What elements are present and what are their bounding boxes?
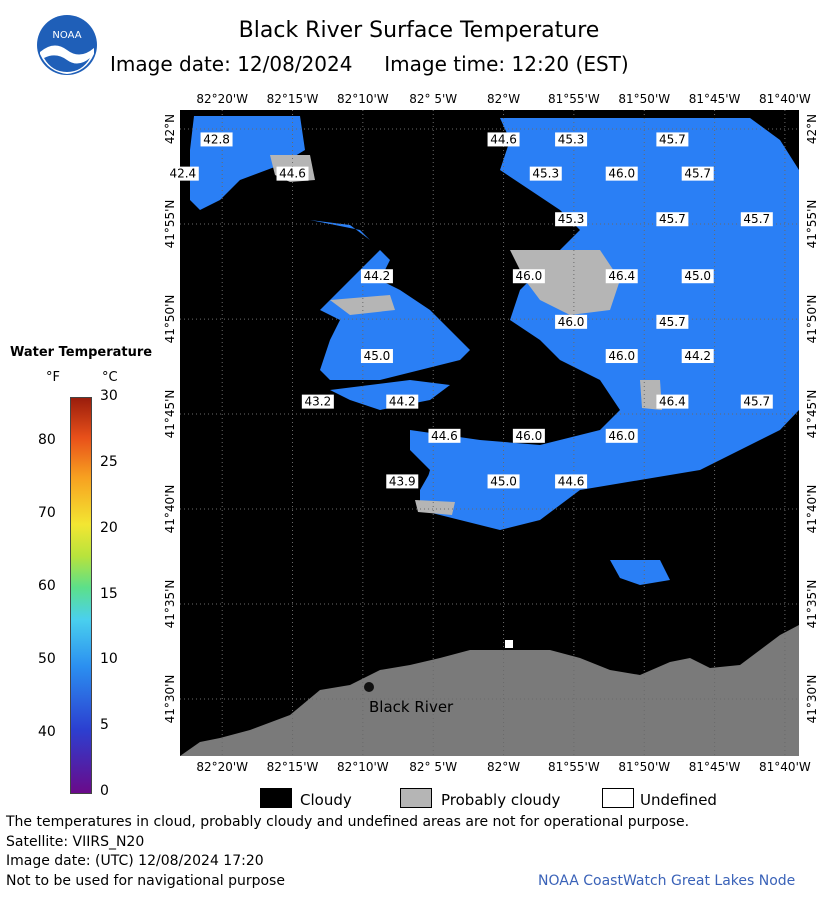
svg-text:45.3: 45.3 bbox=[557, 212, 585, 227]
temperature-label bbox=[428, 429, 460, 443]
svg-text:NOAA: NOAA bbox=[52, 30, 82, 41]
footer-note: The temperatures in cloud, probably cloudy and undefined areas are not for operational purpose. bbox=[6, 814, 690, 830]
temperature-label bbox=[656, 212, 688, 226]
svg-text:45.3: 45.3 bbox=[557, 132, 585, 147]
legend-unit-f: °F bbox=[46, 370, 60, 385]
temperature-label bbox=[386, 395, 418, 409]
svg-text:43.9: 43.9 bbox=[388, 474, 416, 489]
svg-text:46.0: 46.0 bbox=[557, 314, 585, 329]
lat-tick-label: 41°45'N bbox=[805, 389, 819, 439]
footer-disclaimer: Not to be used for navigational purpose bbox=[6, 873, 285, 889]
temperature-label bbox=[361, 269, 393, 283]
legend-f-tick: 60 bbox=[38, 578, 56, 595]
lon-tick-label: 81°45'W bbox=[688, 760, 741, 774]
temperature-label bbox=[656, 395, 688, 409]
footer-satellite: Satellite: VIIRS_N20 bbox=[6, 834, 145, 850]
lat-tick-label: 41°40'N bbox=[163, 484, 177, 534]
temperature-label bbox=[555, 132, 587, 146]
svg-text:45.7: 45.7 bbox=[743, 212, 771, 227]
lon-tick-label: 82°15'W bbox=[266, 760, 319, 774]
temperature-label bbox=[606, 167, 638, 181]
lat-tick-label: 42°N bbox=[805, 113, 819, 145]
color-scale-bar bbox=[70, 397, 92, 794]
svg-text:46.0: 46.0 bbox=[608, 428, 636, 443]
temperature-label bbox=[488, 474, 520, 488]
lon-tick-label: 82°10'W bbox=[336, 760, 389, 774]
svg-text:46.0: 46.0 bbox=[608, 166, 636, 181]
footer-credit: NOAA CoastWatch Great Lakes Node bbox=[538, 873, 796, 889]
lat-tick-label: 41°35'N bbox=[163, 579, 177, 629]
lat-tick-label: 42°N bbox=[163, 113, 177, 145]
temperature-label bbox=[361, 349, 393, 363]
svg-text:44.2: 44.2 bbox=[363, 269, 391, 284]
svg-text:45.7: 45.7 bbox=[659, 314, 686, 329]
key-swatch-undefined bbox=[602, 788, 634, 808]
temperature-label bbox=[513, 429, 545, 443]
temperature-label bbox=[741, 395, 773, 409]
lat-tick-label: 41°45'N bbox=[163, 389, 177, 439]
svg-text:45.7: 45.7 bbox=[743, 394, 771, 409]
svg-text:44.6: 44.6 bbox=[279, 166, 306, 181]
temperature-label bbox=[530, 167, 562, 181]
legend-c-tick: 25 bbox=[100, 453, 118, 470]
svg-text:42.4: 42.4 bbox=[169, 166, 197, 181]
temperature-label bbox=[741, 212, 773, 226]
legend-f-tick: 50 bbox=[38, 651, 56, 668]
temperature-label bbox=[606, 429, 638, 443]
svg-text:45.0: 45.0 bbox=[363, 349, 391, 364]
key-swatch-cloudy bbox=[260, 788, 292, 808]
svg-text:44.6: 44.6 bbox=[431, 428, 458, 443]
place-label-black-river: Black River bbox=[369, 698, 454, 716]
lon-tick-label: 82° 5'W bbox=[409, 760, 458, 774]
legend-c-tick: 0 bbox=[100, 783, 109, 799]
legend-f-tick: 40 bbox=[38, 724, 56, 741]
lon-tick-label: 81°40'W bbox=[759, 92, 811, 106]
svg-text:44.6: 44.6 bbox=[557, 474, 585, 489]
temperature-label bbox=[555, 315, 587, 329]
legend-c-tick: 15 bbox=[100, 585, 118, 602]
temperature-label bbox=[555, 212, 587, 226]
lat-tick-label: 41°55'N bbox=[163, 199, 177, 249]
svg-text:44.2: 44.2 bbox=[684, 349, 712, 364]
lon-tick-label: 82°10'W bbox=[336, 92, 389, 106]
temperature-label bbox=[555, 474, 587, 488]
legend-c-tick: 10 bbox=[100, 651, 118, 668]
lon-tick-label: 81°55'W bbox=[548, 92, 600, 106]
lon-tick-label: 81°45'W bbox=[688, 92, 741, 106]
lon-tick-label: 81°50'W bbox=[618, 760, 671, 774]
svg-text:44.6: 44.6 bbox=[490, 132, 517, 147]
legend-unit-c: °C bbox=[102, 370, 118, 385]
svg-text:45.7: 45.7 bbox=[684, 166, 712, 181]
key-label-cloudy: Cloudy bbox=[300, 791, 352, 809]
temperature-label bbox=[167, 167, 199, 181]
lat-tick-label: 41°30'N bbox=[163, 674, 177, 724]
lon-tick-label: 81°55'W bbox=[548, 760, 600, 774]
temperature-label bbox=[302, 395, 334, 409]
legend-c-tick: 5 bbox=[100, 717, 109, 734]
lat-tick-label: 41°35'N bbox=[805, 579, 819, 629]
svg-text:44.2: 44.2 bbox=[388, 394, 416, 409]
lon-tick-label: 82° 5'W bbox=[409, 92, 458, 106]
lat-tick-label: 41°50'N bbox=[805, 294, 819, 344]
temperature-label bbox=[201, 132, 233, 146]
svg-text:43.2: 43.2 bbox=[304, 394, 332, 409]
legend-title: Water Temperature bbox=[10, 345, 153, 360]
svg-text:46.4: 46.4 bbox=[608, 269, 636, 284]
temperature-label bbox=[513, 269, 545, 283]
legend-f-tick: 70 bbox=[38, 505, 56, 522]
lon-tick-label: 82°W bbox=[486, 92, 521, 106]
lon-tick-label: 82°W bbox=[486, 760, 521, 774]
lon-tick-label: 81°50'W bbox=[618, 92, 671, 106]
svg-text:42.8: 42.8 bbox=[203, 132, 230, 147]
temperature-label bbox=[682, 349, 714, 363]
temperature-label bbox=[606, 269, 638, 283]
svg-text:45.0: 45.0 bbox=[490, 474, 517, 489]
svg-text:46.0: 46.0 bbox=[515, 428, 543, 443]
lon-tick-label: 82°15'W bbox=[266, 92, 319, 106]
undefined-pixel bbox=[505, 640, 513, 648]
svg-text:46.0: 46.0 bbox=[608, 349, 636, 364]
lat-tick-label: 41°40'N bbox=[805, 484, 819, 534]
page-title: Black River Surface Temperature bbox=[238, 18, 600, 43]
svg-text:45.7: 45.7 bbox=[659, 132, 686, 147]
svg-text:46.0: 46.0 bbox=[515, 269, 543, 284]
image-date-time: Image date: 12/08/2024 Image time: 12:20 (EST) bbox=[110, 52, 629, 76]
lat-tick-label: 41°50'N bbox=[163, 294, 177, 344]
temperature-label bbox=[386, 474, 418, 488]
legend-c-tick: 20 bbox=[100, 519, 118, 536]
temperature-label bbox=[656, 315, 688, 329]
temperature-label bbox=[682, 167, 714, 181]
lon-tick-label: 82°20'W bbox=[196, 92, 249, 106]
svg-text:46.4: 46.4 bbox=[659, 394, 686, 409]
legend-c-tick: 30 bbox=[100, 388, 118, 404]
svg-text:45.0: 45.0 bbox=[684, 269, 712, 284]
lon-tick-label: 81°40'W bbox=[759, 760, 811, 774]
temperature-label bbox=[656, 132, 688, 146]
footer-utc-date: Image date: (UTC) 12/08/2024 17:20 bbox=[6, 853, 264, 869]
lat-tick-label: 41°55'N bbox=[805, 199, 819, 249]
key-label-probably-cloudy: Probably cloudy bbox=[441, 791, 561, 809]
temperature-label bbox=[277, 167, 309, 181]
legend-f-tick: 80 bbox=[38, 431, 56, 448]
lon-tick-label: 82°20'W bbox=[196, 760, 249, 774]
black-river-marker bbox=[364, 682, 374, 692]
key-label-undefined: Undefined bbox=[640, 791, 717, 809]
key-swatch-probably-cloudy bbox=[400, 788, 432, 808]
temperature-label bbox=[488, 132, 520, 146]
temperature-label bbox=[682, 269, 714, 283]
svg-text:45.7: 45.7 bbox=[659, 212, 686, 227]
svg-text:45.3: 45.3 bbox=[532, 166, 560, 181]
lat-tick-label: 41°30'N bbox=[805, 674, 819, 724]
temperature-label bbox=[606, 349, 638, 363]
